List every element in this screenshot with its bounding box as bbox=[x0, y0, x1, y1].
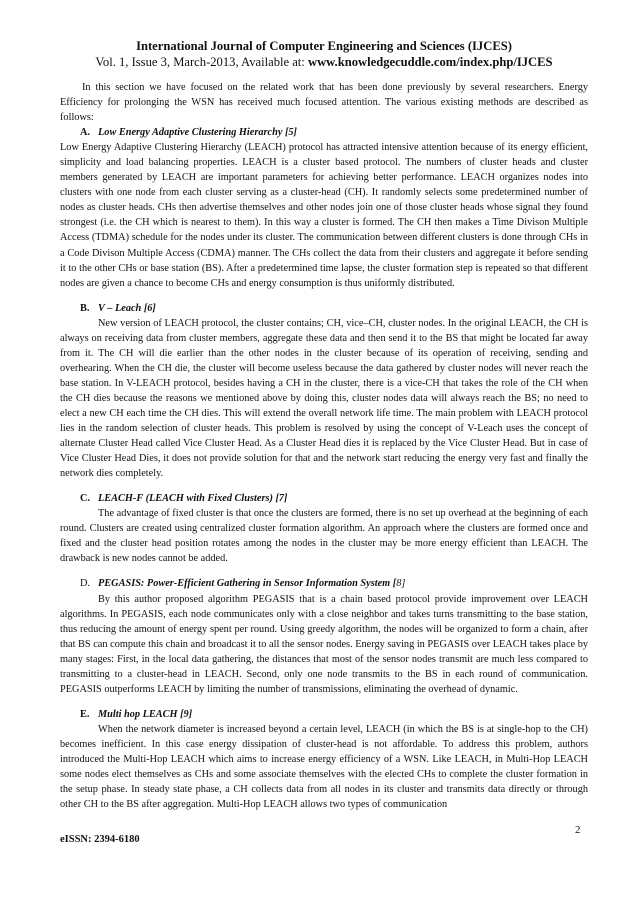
section-heading-d bbox=[60, 576, 588, 591]
intro-paragraph: In this section we have focused on the related work that has been done previously by several researchers. Energy Efficiency for prolonging the WSN has received much focused attention. The various existing methods are described as follows: bbox=[60, 82, 588, 124]
section-label: D. bbox=[80, 578, 91, 590]
section-label: A. bbox=[80, 127, 91, 139]
section-body-e: When the network diameter is increased beyond a certain level, LEACH (in which the BS is at single-hop to the CH) becomes inefficient. In this case energy dissipation of cluster-head is not affordable. To address this problem, authors introduced the Multi-Hop LEACH which aims to increase energy efficiency of a WSN. Like LEACH, in Multi-Hop LEACH some nodes elect themselves as CHs and some associate themselves with the elected CHs to complete the cluster formation in the setup phase. In steady state phase, a CH collects data from all nodes in its cluster and transmits data directly or through other CH to the BS after aggregation. Multi-Hop LEACH allows two types of communication bbox=[60, 723, 588, 811]
section-title: V – Leach [6] bbox=[98, 302, 156, 314]
section-title: Multi hop LEACH [9] bbox=[98, 708, 193, 720]
section-label: E. bbox=[80, 708, 90, 720]
journal-url[interactable]: www.knowledgecuddle.com/index.php/IJCES bbox=[307, 55, 553, 69]
page-content bbox=[60, 38, 588, 812]
issue-text: Vol. 1, Issue 3, March-2013, Available at: bbox=[95, 55, 308, 69]
section-body-d: By this author proposed algorithm PEGASIS that is a chain based protocol provide improvement over LEACH algorithms. In PEGASIS, each node communicates only with a close neighbor and takes turns transmitting to the base station, thus reducing the amount of energy spent per round. Using greedy algorithm, the nodes will be organized to form a chain, after that BS can compute this chain and broadcast it to all the sensor nodes. Energy saving in PEGASIS over LEACH takes place by many stages: First, in the local data gathering, the distances that most of the sensor nodes transmit are much less compared to transmitting to a cluster-head in LEACH. Second, only one node transmits to the BS in each round of communication. PEGASIS outperforms LEACH by limiting the number of transmissions, eliminating the overhead of dynamic. bbox=[60, 593, 588, 695]
section-title: PEGASIS: Power-Efficient Gathering in Sensor Information System [ bbox=[98, 578, 397, 590]
journal-issue-line bbox=[60, 54, 588, 70]
journal-title: International Journal of Computer Engineering and Sciences (IJCES) bbox=[136, 39, 512, 53]
section-title: Low Energy Adaptive Clustering Hierarchy [5] bbox=[98, 127, 297, 139]
section-title: LEACH-F (LEACH with Fixed Clusters) [7] bbox=[98, 493, 288, 505]
section-heading-a bbox=[60, 125, 588, 140]
section-body-b: New version of LEACH protocol, the cluster contains; CH, vice–CH, cluster nodes. In the original LEACH, the CH is always on receiving data from cluster members, aggregate these data and then send it to the BS that might be located far away from it. The CH will die earlier than the other nodes in the cluster because of its operation of receiving, sending and overhearing. When the CH die, the cluster will become useless because the data gathered by cluster nodes will never reach the base station. In V-LEACH protocol, besides having a CH in the cluster, there is a vice-CH that takes the role of the CH when the CH dies because the reasons we mentioned above by doing this, cluster nodes data will always reach the BS; no need to elect a new CH each time the CH dies. This will extend the overall network life time. The main problem with LEACH protocol lies in the random selection of cluster heads. This problem is resolved by using the concept of V-Leach uses the concept of alternate Cluster Head called Vice Cluster Head. As a Cluster Head dies it is replaced by the Vice Cluster Head. But in case of Vice Cluster Head Dies, it does not provide solution for that and the network start reducing the energy very fast and finally the network dies completely. bbox=[60, 317, 588, 480]
issn-footer: eISSN: 2394-6180 bbox=[60, 834, 140, 845]
section-label: B. bbox=[80, 302, 90, 314]
section-heading-b bbox=[60, 301, 588, 316]
section-ref: 8] bbox=[396, 578, 406, 590]
section-heading-e bbox=[60, 707, 588, 722]
section-body-c: The advantage of fixed cluster is that once the clusters are formed, there is no set up overhead at the beginning of each round. Clusters are created using centralized cluster formation algorithm. An approach where the clusters are formed once and fixed and the cluster head position rotates among the nodes in the cluster may be more energy efficient than LEACH. The drawback is new nodes cannot be added. bbox=[60, 508, 588, 565]
section-heading-c bbox=[60, 491, 588, 506]
section-label: C. bbox=[80, 493, 91, 505]
section-body-a: Low Energy Adaptive Clustering Hierarchy (LEACH) protocol has attracted intensive attention because of its energy efficient, simplicity and load balancing properties. LEACH is a cluster based protocol. The numbers of cluster heads and cluster members generated by LEACH are important parameters for achieving better performance. LEACH organizes nodes into clusters with one node from each cluster serving as a cluster-head (CH). It randomly selects some predetermined number of nodes as cluster heads. CHs then advertise themselves and other nodes join one of those cluster heads whose signal they found strongest (i.e. the CH which is nearest to them). In this way a cluster is formed. The CH then makes a Time Divison Multiple Access (TDMA) schedule for the nodes under its cluster. The communication between different clusters is done through CHs in a Code Divison Multiple Access (CDMA) manner. The CHs collect the data from their clusters and aggregate it before sending it to the other CHs or base station (BS). After a predetermined time lapse, the cluster formation step is repeated so that different nodes are given a chance to become CHs and energy consumption is thus uniformly distributed. bbox=[60, 142, 588, 289]
page-number: 2 bbox=[575, 824, 581, 836]
